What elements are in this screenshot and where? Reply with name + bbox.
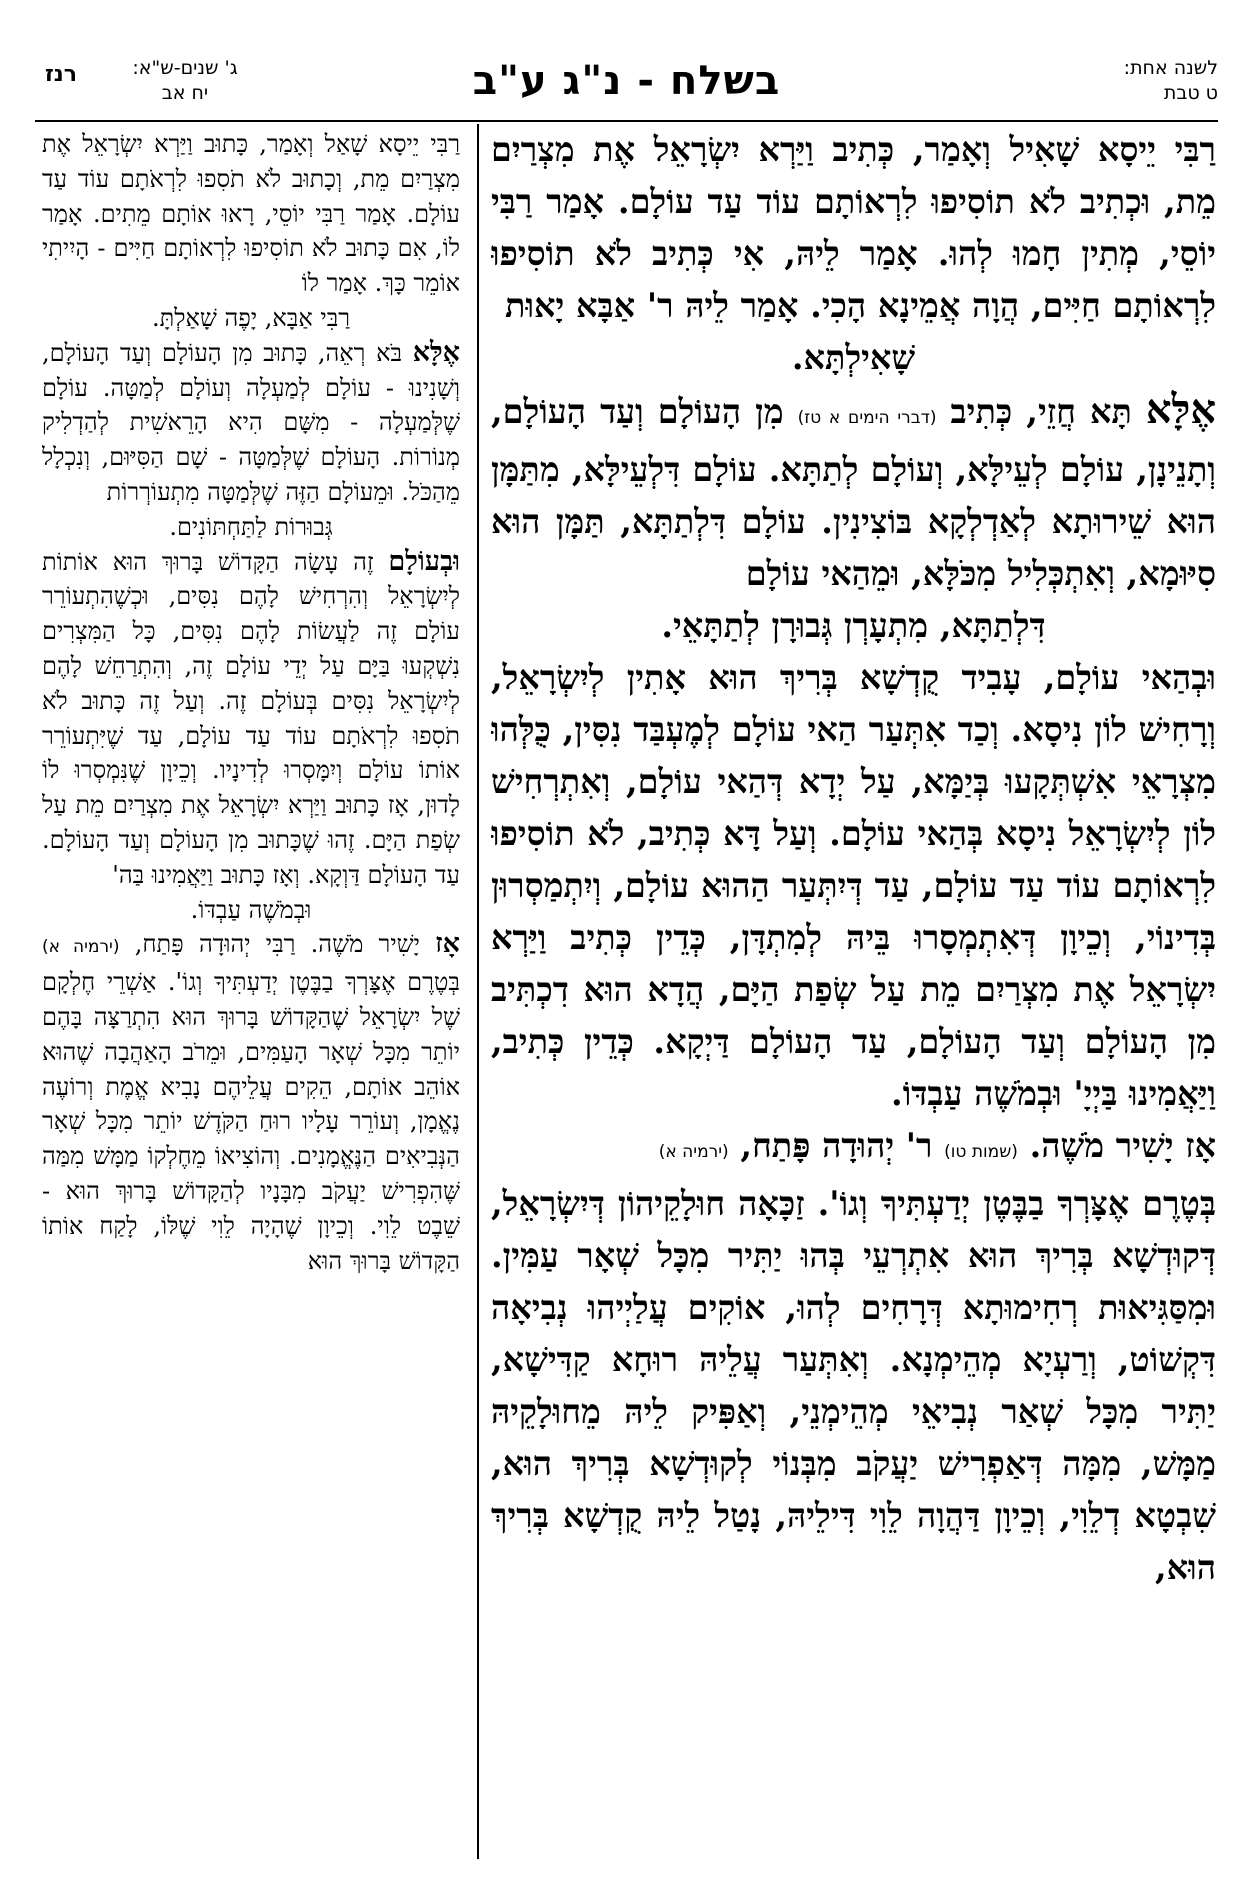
side-paragraph-4: [42, 927, 460, 1278]
side-paragraph-3-end-text: וּבְמֹשֶׁה עַבְדּוֹ.: [190, 895, 312, 924]
side-paragraph-3-text: זֶה עָשָׂה הַקָּדוֹשׁ בָּרוּךְ הוּא אוֹתוֹת לְיִשְׂרָאֵל וְהִרְחִישׁ לָהֶם נִסִּים, וּכְשֶׁהִתְעוֹרֵר עוֹלָם זֶה לַעֲשׂוֹת לָהֶם נִסִּים, כָּל הַמִּצְרִים נִשְׁקְעוּ בַּיָּם עַל יְדֵי עוֹלָם זֶה, וְהִתְרַחֵשׁ לָהֶם לְיִשְׂרָאֵל נִסִּים בְּעוֹלָם זֶה. וְעַל זֶה כָּתוּב לֹא תֹסִפוּ לִרְאֹתָם עוֹד עַד עוֹלָם, עַד שֶׁיִּתְעוֹרֵר אוֹתוֹ עוֹלָם וְיִמָּסְרוּ לְדִינָיו. וְכֵיוָן שֶׁנִּמְסְרוּ לוֹ לָדוּן, אָז כָּתוּב וַיַּרְא יִשְׂרָאֵל אֶת מִצְרַיִם מֵת עַל שְׂפַת הַיָּם. זֶהוּ שֶׁכָּתוּב מִן הָעוֹלָם וְעַד הָעוֹלָם. עַד הָעוֹלָם דַּוְקָא. וְאָז כָּתוּב וַיַּאֲמִינוּ בַּה': [42, 547, 460, 889]
main-paragraph-4: [491, 1120, 1216, 1178]
schedule-one-year-label: לשנה אחת:: [1123, 57, 1218, 79]
schedule-three-years-label: ג' שנים-ש"א:: [132, 57, 238, 79]
main-paragraph-2-text-a: תָּא חֲזֵי, כְּתִיב: [936, 392, 1146, 431]
schedule-three-years-date: יח אב: [161, 82, 209, 104]
side-paragraph-3-end: [42, 893, 460, 928]
translation-column: [42, 127, 460, 1857]
main-paragraph-2-reference: (דברי הימים א טז): [797, 408, 937, 428]
main-paragraph-1-text: רַבִּי יֵיסָא שָׁאִיל וְאָמַר, כְּתִיב וַיַּרְא יִשְׂרָאֵל אֶת מִצְרַיִם מֵת, וּכְתִיב לֹא תוֹסִיפוּ לִרְאוֹתָם עוֹד עַד עוֹלָם. אָמַר רַבִּי יוֹסֵי, מְתִין חָמוּ לְהוּ. אָמַר לֵיהּ, אִי כְּתִיב לֹא תוֹסִיפוּ לִרְאוֹתָם חַיִּים, הֲוָה אֲמֵינָא הָכִי. אָמַר לֵיהּ ר' אַבָּא יָאוּת: [491, 130, 1216, 325]
side-paragraph-1-end: [42, 301, 460, 336]
side-paragraph-2-opening-word: אֶלָּא: [412, 336, 460, 368]
main-paragraph-2-end: [491, 600, 1216, 652]
side-paragraph-1-text: רַבִּי יֵיסָא שָׁאַל וְאָמַר, כָּתוּב וַיַּרְא יִשְׂרָאֵל אֶת מִצְרַיִם מֵת, וְכָתוּב לֹא תֹסִפוּ לִרְאֹתָם עוֹד עַד עוֹלָם. אָמַר רַבִּי יוֹסֵי, רָאוּ אוֹתָם מֵתִים. אָמַר לוֹ, אִם כָּתוּב לֹא תוֹסִיפוּ לִרְאוֹתָם חַיִּים - הָיִיתִי אוֹמֵר כָּךְ. אָמַר לוֹ: [42, 130, 460, 298]
main-paragraph-5: [491, 1178, 1216, 1594]
schedule-one-year-date: ט טבת: [1163, 82, 1218, 104]
main-paragraph-3: [491, 652, 1216, 1120]
main-paragraph-1-end: [491, 332, 1216, 384]
main-paragraph-2-end-text: דִּלְתַתָּא, מִתְעָרְן גְּבוּרָן לְתַתָּאֵי.: [661, 606, 1046, 645]
side-paragraph-2: [42, 336, 460, 510]
page-header: [35, 52, 1218, 122]
side-paragraph-2-end-text: גְּבוּרוֹת לַתַּחְתּוֹנִים.: [169, 512, 333, 541]
column-divider: [477, 124, 479, 1859]
main-paragraph-3-text: וּבְהַאי עוֹלָם, עָבִיד קֻדְשָׁא בְּרִיךְ הוּא אָתִין לְיִשְׂרָאֵל, וְרָחִישׁ לוֹן נִיסָא. וְכַד אִתְּעַר הַאי עוֹלָם לְמֶעְבַּד נִסִּין, כֻּלְּהוּ מִצְרָאֵי אִשְׁתְּקָעוּ בְּיַמָּא, עַל יְדָא דְּהַאי עוֹלָם, וְאִתְרְחִישׁ לוֹן לְיִשְׂרָאֵל נִיסָא בְּהַאי עוֹלָם. וְעַל דָּא כְּתִיב, לֹא תוֹסִיפוּ לִרְאוֹתָם עוֹד עַד עוֹלָם, עַד דְּיִתְּעַר הַהוּא עוֹלָם, וְיִתְמַסְרוּן בְּדִינוֹי, וְכֵיוָן דְּאִתְמְסָרוּ בֵּיהּ לְמִתְדָּן, כְּדֵין כְּתִיב וַיַּרְא יִשְׂרָאֵל אֶת מִצְרַיִם מֵת עַל שְׂפַת הַיָּם, הֲדָא הוּא דִכְתִּיב מִן הָעוֹלָם וְעַד הָעוֹלָם, עַד הָעוֹלָם דַּיְקָא. כְּדֵין כְּתִיב, וַיַּאֲמִינוּ בַּיְיָ' וּבְמֹשֶׁה עַבְדּוֹ.: [491, 658, 1216, 1113]
main-paragraph-2-text-b: מִן הָעוֹלָם וְעַד הָעוֹלָם, וְתָנֵינָן, עוֹלָם לְעֵילָּא, וְעוֹלָם לְתַתָּא. עוֹלָם דִּלְעֵילָּא, מִתַּמָּן הוּא שֵׁירוּתָא לְאַדְלְקָא בּוֹצִינִין. עוֹלָם דִּלְתַתָּא, תַּמָּן הוּא סִיּוּמָא, וְאִתְכְּלִיל מִכֹּלָּא, וּמֵהַאי עוֹלָם: [491, 392, 1216, 593]
main-paragraph-4-text-b: ר' יְהוּדָה פָּתַח,: [728, 1126, 945, 1165]
main-paragraph-4-reference-1: (שמות טו): [944, 1142, 1018, 1162]
side-paragraph-2-text: בֹּא רְאֵה, כָּתוּב מִן הָעוֹלָם וְעַד הָעוֹלָם, וְשָׁנִינוּ - עוֹלָם לְמַעְלָה וְעוֹלָם לְמַטָּה. עוֹלָם שֶׁלְּמַעְלָה - מִשָּׁם הִיא הָרֵאשִׁית לְהַדְלִיק מְנוֹרוֹת. הָעוֹלָם שֶׁלְּמַטָּה - שָׁם הַסִּיּוּם, וְנִכְלָל מֵהַכֹּל. וּמֵעוֹלָם הַזֶּה שֶׁלְּמַטָּה מִתְעוֹרְרוֹת: [42, 338, 460, 506]
main-paragraph-5-text: בְּטֶרֶם אֶצָּרְךָ בַבֶּטֶן יְדַעְתִּיךָ וְגוֹ'. זַכָּאָה חוּלָקֵיהוֹן דְּיִשְׂרָאֵל, דְּקוּדְשָׁא בְּרִיךְ הוּא אִתְרְעֵי בְּהוּ יַתִּיר מִכָּל שְׁאָר עַמִּין. וּמִסַּגִּיאוּת רְחִימוּתָא דְּרָחִים לְהוּ, אוֹקִים עֲלַיְיהוּ נְבִיאָה דִּקְשׁוֹט, וְרַעְיָא מְהֵימְנָא. וְאִתְּעַר עֲלֵיהּ רוּחָא קַדִּישָׁא, יַתִּיר מִכָּל שְׁאַר נְבִיאֵי מְהֵימְנֵי, וְאַפִּיק לֵיהּ מֵחוּלָקֵיהּ מַמָּשׁ, מִמָּה דְּאַפְרִישׁ יַעֲקֹב מִבְּנוֹי לְקוּדְשָׁא בְּרִיךְ הוּא, שִׁבְטָא דְלֵוִי, וְכֵיוָן דַּהֲוָה לֵוִי דִּילֵיהּ, נָטַל לֵיהּ קֻדְשָׁא בְּרִיךְ הוּא,: [491, 1184, 1216, 1587]
side-paragraph-1-end-text: רַבִּי אַבָּא, יָפֶה שָׁאַלְתָּ.: [151, 303, 351, 332]
schedule-three-years-labels: [110, 56, 260, 106]
main-paragraph-4-text-a: אָז יָשִׁיר מֹשֶׁה.: [1017, 1126, 1216, 1165]
side-paragraph-3: [42, 545, 460, 893]
main-paragraph-1: [491, 124, 1216, 332]
main-text-column: [491, 124, 1216, 1854]
side-paragraph-4-reference: (ירמיה א): [42, 937, 120, 958]
main-paragraph-2-opening-word: אֶלָּא: [1145, 386, 1216, 433]
page-title: בשלח - נ"ג ע"ב: [472, 58, 781, 104]
main-paragraph-1-end-text: שָׁאִילְתָּא.: [791, 338, 916, 377]
side-paragraph-4-text-b: בְּטֶרֶם אֶצָּרְךָ בַבֶּטֶן יְדַעְתִּיךָ וְגוֹ'. אַשְׁרֵי חֶלְקָם שֶׁל יִשְׂרָאֵל שֶׁהַקָּדוֹשׁ בָּרוּךְ הוּא הִתְרַצָּה בָּהֶם יוֹתֵר מִכָּל שְׁאָר הָעַמִּים, וּמֵרֹב הָאַהֲבָה שֶׁהוּא אוֹהֵב אוֹתָם, הֵקִים עֲלֵיהֶם נָבִיא אֱמֶת וְרוֹעֶה נֶאֱמָן, וְעוֹרֵר עָלָיו רוּחַ הַקֹּדֶשׁ יוֹתֵר מִכָּל שְׁאָר הַנְּבִיאִים הַנֶּאֱמָנִים. וְהוֹצִיאוֹ מֵחֶלְקוֹ מַמָּשׁ מִמַּה שֶּׁהִפְרִישׁ יַעֲקֹב מִבָּנָיו לְהַקָּדוֹשׁ בָּרוּךְ הוּא - שֵׁבֶט לֵוִי. וְכֵיוָן שֶׁהָיָה לֵוִי שֶׁלּוֹ, לָקַח אוֹתוֹ הַקָּדוֹשׁ בָּרוּךְ הוּא: [42, 968, 460, 1275]
header-divider: [35, 120, 1218, 122]
side-paragraph-4-opening-word: אָז: [435, 928, 460, 960]
side-paragraph-2-end: [42, 510, 460, 545]
side-paragraph-1: [42, 127, 460, 301]
side-paragraph-3-opening-word: וּבְעוֹלָם: [388, 545, 460, 577]
main-paragraph-4-reference-2: (ירמיה א): [658, 1142, 729, 1162]
page-number: רנז: [45, 62, 78, 87]
side-paragraph-4-text-a: יָשִׁיר מֹשֶׁה. רַבִּי יְהוּדָה פָּתַח,: [119, 930, 436, 959]
main-paragraph-2: [491, 384, 1216, 600]
